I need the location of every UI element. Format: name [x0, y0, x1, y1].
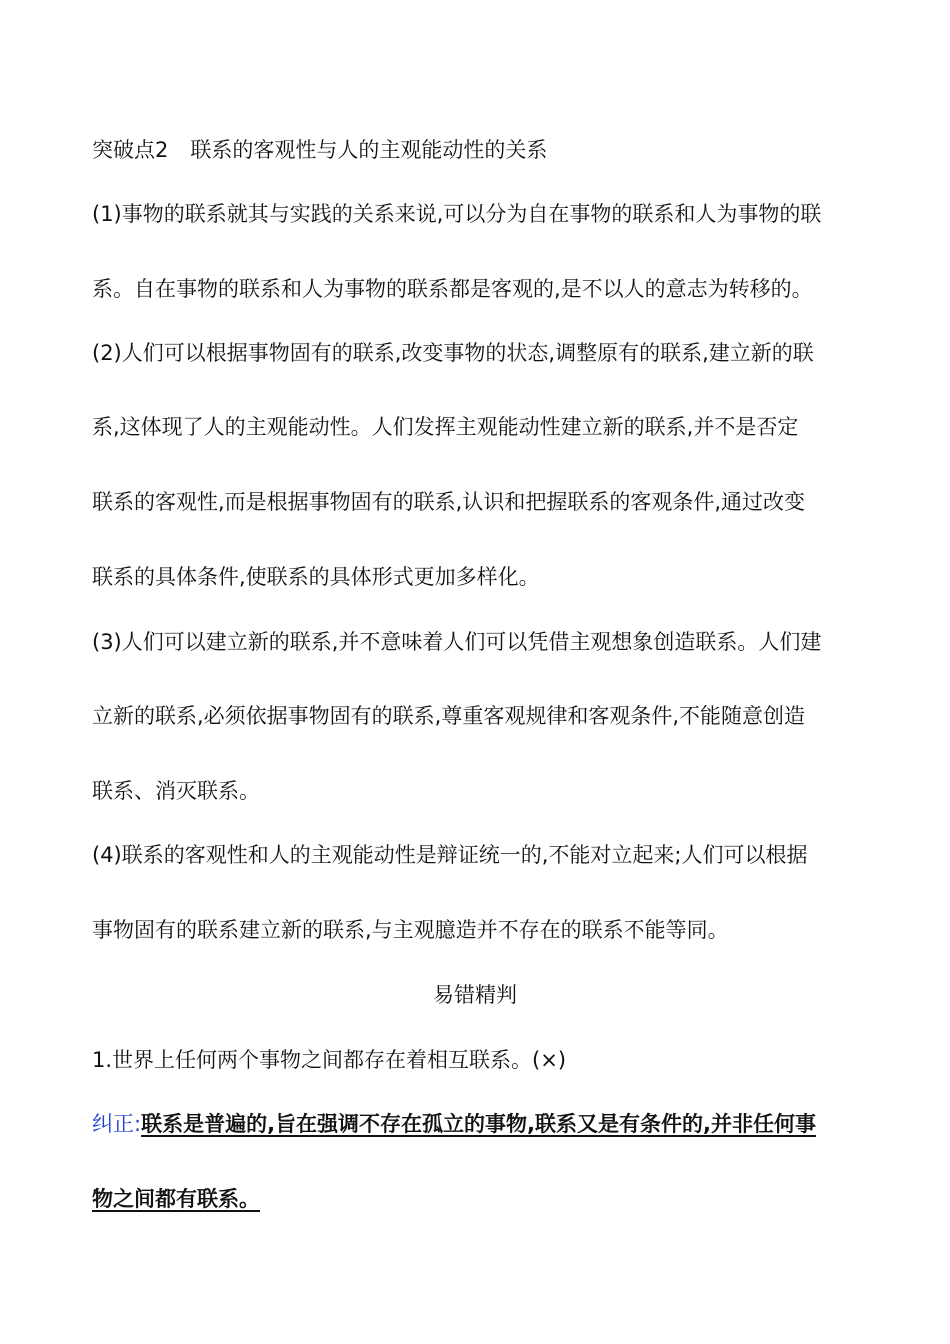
paragraph-2-line-4: 联系的具体条件,使联系的具体形式更加多样化。 [92, 565, 540, 589]
paragraph-2-line-2: 系,这体现了人的主观能动性。人们发挥主观能动性建立新的联系,并不是否定 [92, 415, 799, 439]
paragraph-4-line-2: 事物固有的联系建立新的联系,与主观臆造并不存在的联系不能等同。 [92, 918, 729, 942]
correction-line-1 [92, 1109, 816, 1139]
section-heading: 联系的客观性与人的主观能动性的关系 [190, 138, 548, 162]
correction-line-2 [92, 1184, 260, 1214]
paragraph-3-line-1: (3)人们可以建立新的联系,并不意味着人们可以凭借主观想象创造联系。人们建 [92, 630, 822, 654]
paragraph-4-line-1: (4)联系的客观性和人的主观能动性是辩证统一的,不能对立起来;人们可以根据 [92, 843, 808, 867]
correction-text-2: 物之间都有联系。 [92, 1187, 260, 1211]
section-label: 突破点2 [92, 138, 169, 162]
error-item: 1.世界上任何两个事物之间都存在着相互联系。(×) [92, 1048, 567, 1072]
error-section-heading: 易错精判 [433, 983, 517, 1007]
paragraph-1-line-2: 系。自在事物的联系和人为事物的联系都是客观的,是不以人的意志为转移的。 [92, 277, 813, 301]
paragraph-1-line-1: (1)事物的联系就其与实践的关系来说,可以分为自在事物的联系和人为事物的联 [92, 202, 822, 226]
paragraph-2-line-3: 联系的客观性,而是根据事物固有的联系,认识和把握联系的客观条件,通过改变 [92, 490, 806, 514]
paragraph-3-line-2: 立新的联系,必须依据事物固有的联系,尊重客观规律和客观条件,不能随意创造 [92, 704, 806, 728]
paragraph-2-line-1: (2)人们可以根据事物固有的联系,改变事物的状态,调整原有的联系,建立新的联 [92, 341, 814, 365]
correction-text-1: 联系是普遍的,旨在强调不存在孤立的事物,联系又是有条件的,并非任何事 [141, 1112, 817, 1136]
paragraph-3-line-3: 联系、消灭联系。 [92, 779, 260, 803]
correction-label: 纠正: [92, 1112, 142, 1136]
section-title [92, 135, 547, 165]
